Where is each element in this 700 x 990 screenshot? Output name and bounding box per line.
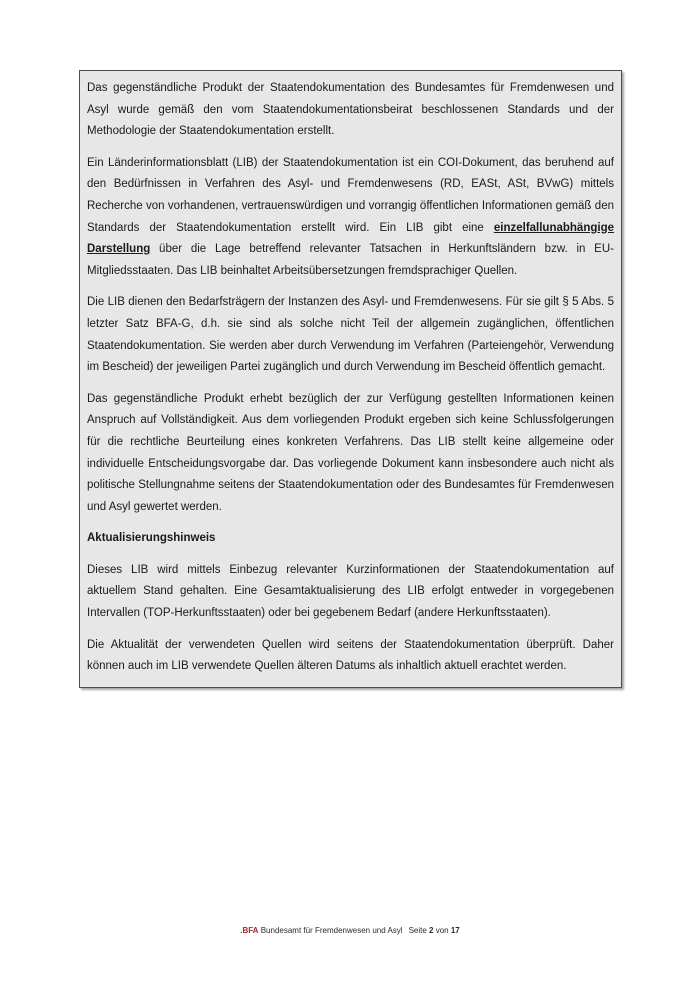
footer-page-number: 2 [429,926,434,935]
paragraph-disclaimer: Das gegenständliche Produkt erhebt bezüglich der zur Verfügung gestellten Informationen keinen Anspruch auf Vollständigkeit. Aus dem vorliegenden Produkt ergeben sich keine Schlussfolgerungen für die rechtliche Beurteilung eines konkreten Verfahrens. Das LIB stellt keine allgemeine oder individuelle Entscheidungsvorgabe dar. Das vorliegende Dokument kann insbesondere auch nicht als politische Stellungnahme seitens der Staatendokumentation oder des Bundesamtes für Fremdenwesen und Asyl gewertet werden. [87,392,614,513]
footer-agency-name: Bundesamt für Fremdenwesen und Asyl [260,926,403,935]
paragraph-product-statement: Das gegenständliche Produkt der Staatendokumentation des Bundesamtes für Fremdenwesen und Asyl wurde gemäß den vom Staatendokumentationsbeirat beschlossenen Standards und der Methodologie der Staatendokumentation erstellt. [87,82,614,138]
bfa-logo: .BFA [240,926,259,935]
lib-definition-text-after: über die Lage betreffend relevanter Tatsachen in Herkunftsländern bzw. in EU-Mitgliedsstaaten. Das LIB beinhaltet Arbeitsübersetzungen fremdsprachiger Quellen. [87,243,614,277]
page-footer [0,925,700,937]
footer-of-label: von [435,926,449,935]
footer-page-label: Seite [408,926,427,935]
paragraph-lib-usage: Die LIB dienen den Bedarfsträgern der Instanzen des Asyl- und Fremdenwesens. Für sie gilt § 5 Abs. 5 letzter Satz BFA-G, d.h. sie sind als solche nicht Teil der allgemein zugänglichen, öffentlichen Staatendokumentation. Sie werden aber durch Verwendung im Verfahren (Parteiengehör, Verwendung im Bescheid) der jeweiligen Partei zugänglich und durch Verwendung im Bescheid öffentlich gemacht. [87,296,614,374]
footer-page-total: 17 [450,926,460,935]
paragraph-lib-definition [87,153,614,283]
notice-box [79,70,622,688]
update-notice-heading: Aktualisierungshinweis [87,532,216,545]
paragraph-source-currency: Die Aktualität der verwendeten Quellen wird seitens der Staatendokumentation überprüft. Daher können auch im LIB verwendete Quellen älteren Datums als inhaltlich aktuell erachtet werden. [87,638,614,673]
lib-definition-text-before: Ein Länderinformationsblatt (LIB) der Staatendokumentation ist ein COI-Dokument, das beruhend auf den Bedürfnissen in Verfahren des Asyl- und Fremdenwesens (RD, EASt, ASt, BVwG) mittels Recherche von vorhandenen, vertrauenswürdigen und vorrangig öffentlichen Informationen gemäß den Standards der Staatendokumentation erstellt wird. Ein LIB gibt eine [87,156,614,234]
paragraph-update-policy: Dieses LIB wird mittels Einbezug relevanter Kurzinformationen der Staatendokumentation auf aktuellem Stand gehalten. Eine Gesamtaktualisierung des LIB erfolgt entweder in vorgegebenen Intervallen (TOP-Herkunftsstaaten) oder bei gegebenem Bedarf (andere Herkunftsstaaten). [87,563,614,620]
lib-definition-emphasis: einzelfallunabhängige Darstellung [87,221,614,256]
